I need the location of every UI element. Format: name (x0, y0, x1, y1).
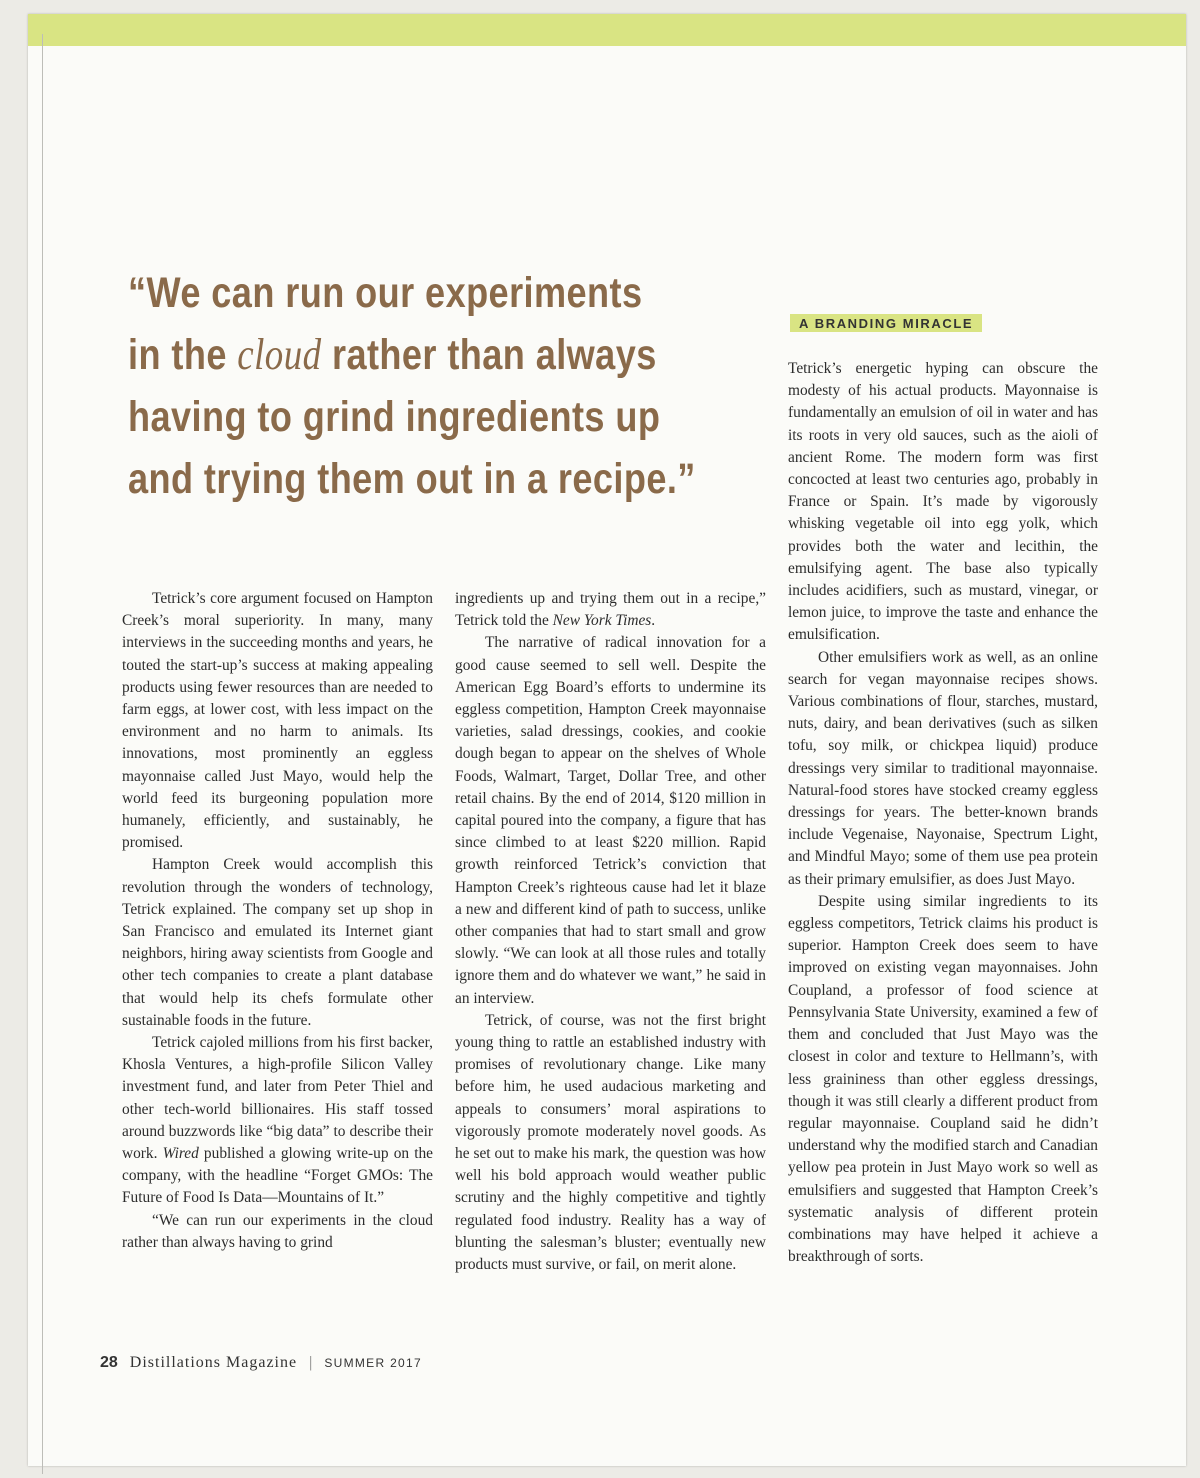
pull-quote-line: “We can run our experiments (128, 269, 643, 317)
paragraph: The narrative of radical innovation for a good cause seemed to sell well. Despite the American Egg Board’s efforts to undermine its eggless competition, Hampton Creek mayonnaise varieties, salad dressings, cookies, and cookie dough began to appear on the shelves of Whole Foods, Walmart, Target, Dollar Tree, and other retail chains. By the end of 2014, $120 million in capital poured into the company, a figure that has since climbed to at least $220 million. Rapid growth reinforced Tetrick’s conviction that Hampton Creek’s righteous cause had let it blaze a new and different kind of path to success, unlike other companies that had to start small and grow slowly. “We can look at all those rules and totally ignore them and do whatever we want,” he said in an interview. (455, 634, 766, 1007)
paragraph (455, 588, 766, 632)
pull-quote-fragment: rather than always (321, 331, 657, 379)
paragraph: Tetrick’s core argument focused on Hampton Creek’s moral superiority. In many, many interviews in the succeeding months and years, he touted the start-up’s success at making appealing products using fewer resources than are needed to farm eggs, at lower cost, with less impact on the environment and no harm to animals. Its innovations, most prominently an eggless mayonnaise called Just Mayo, would help the world feed its burgeoning population more humanely, efficiently, and sustainably, he promised. (122, 590, 433, 852)
paragraph: Tetrick, of course, was not the first bright young thing to rattle an established industry with promises of revolutionary change. Like many before him, he used audacious marketing and appeals to consumers’ moral aspirations to vigorously promote moderately novel goods. As he set out to make his mark, the question was how well his bold approach would weather public scrutiny and the highly competitive and tightly regulated food industry. Reality has a way of blunting the salesman’s bluster; eventually new products must survive, or fail, on merit alone. (455, 1011, 766, 1274)
top-accent-bar (28, 14, 1186, 46)
pull-quote-line: and trying them out in a recipe.” (128, 455, 696, 503)
sidebar-heading: A BRANDING MIRACLE (790, 314, 982, 332)
sidebar-paragraph: Other emulsifiers work as well, as an online search for vegan mayonnaise recipes shows. Various combinations of flour, starches, mustard, nuts, dairy, and bean derivatives (such as silken tofu, soy milk, or chickpea liquid) produce dressings very similar to traditional mayonnaise. Natural-food stores have stocked creamy eggless dressings for years. The better-known brands include Vegenaise, Nayonaise, Spectrum Light, and Mindful Mayo; some of them use pea protein as their primary emulsifier, as does Just Mayo. (788, 648, 1098, 888)
sidebar-paragraph: Tetrick’s energetic hyping can obscure the modesty of his actual products. Mayonnaise is fundamentally an emulsion of oil in water and has its roots in very old sauces, such as the aioli of ancient Rome. The modern form was first concocted at least two centuries ago, probably in France or Spain. It’s made by vigorously whisking vegetable oil into egg yolk, which provides both the water and lecithin, the emulsifying agent. The base also typically includes acidifiers, such as mustard, vinegar, or lemon juice, to improve the taste and enhance the emulsification. (788, 360, 1098, 644)
page-footer (100, 1354, 422, 1372)
magazine-name: Distillations Magazine (129, 1354, 298, 1371)
footer-separator: | (309, 1354, 313, 1371)
paragraph-text: published a glowing write-up on the company, with the headline “Forget GMOs: The Future of Food Is Data—Mountains of It.” (122, 1145, 434, 1207)
paragraph-text: . (651, 612, 656, 630)
paragraph: Hampton Creek would accomplish this revolution through the wonders of technology, Tetrick explained. The company set up shop in San Francisco and emulated its Internet giant neighbors, hiring away scientists from Google and other tech companies to create a plant database that would help its chefs formulate other sustainable foods in the future. (122, 856, 433, 1029)
article-column-1 (122, 588, 433, 1254)
paragraph: “We can run our experiments in the cloud rather than always having to grind (122, 1211, 433, 1251)
article-column-2 (455, 588, 766, 1276)
page-edge-line (42, 34, 43, 1474)
pull-quote-cloud-word: cloud (237, 330, 322, 379)
magazine-page (28, 14, 1186, 1466)
sidebar-column (788, 358, 1098, 1268)
issue-label: SUMMER 2017 (324, 1356, 422, 1370)
publication-name: Wired (162, 1145, 199, 1163)
page-number: 28 (100, 1354, 118, 1371)
paragraph-text: Tetrick cajoled millions from his first backer, Khosla Ventures, a high-profile Silicon Valley investment fund, and later from Peter Thiel and other tech-world billionaires. His staff tossed around buzzwords like “big data” to describe their work. (122, 1034, 433, 1163)
paragraph-text: ingredients up and trying them out in a recipe,” Tetrick told the (455, 590, 766, 630)
paragraph (122, 1032, 433, 1210)
sidebar-paragraph: Despite using similar ingredients to its eggless competitors, Tetrick claims his product is superior. Hampton Creek does seem to have improved on existing vegan mayonnaises. John Coupland, a professor of food science at Pennsylvania State University, examined a few of them and concluded that Just Mayo was the closest in color and texture to Hellmann’s, with less graininess than other eggless dressings, though it was still clearly a different product from regular mayonnaise. Coupland said he didn’t understand why the modified starch and Canadian yellow pea protein in Just Mayo work so well as emulsifiers and suggested that Hampton Creek’s systematic analysis of different protein combinations may have helped it achieve a breakthrough of sorts. (788, 892, 1098, 1266)
pull-quote-line: having to grind ingredients up (128, 393, 661, 441)
pull-quote-line (128, 324, 657, 386)
publication-name: New York Times (552, 612, 652, 630)
pull-quote-fragment: in the (128, 331, 238, 379)
pull-quote (128, 262, 696, 510)
